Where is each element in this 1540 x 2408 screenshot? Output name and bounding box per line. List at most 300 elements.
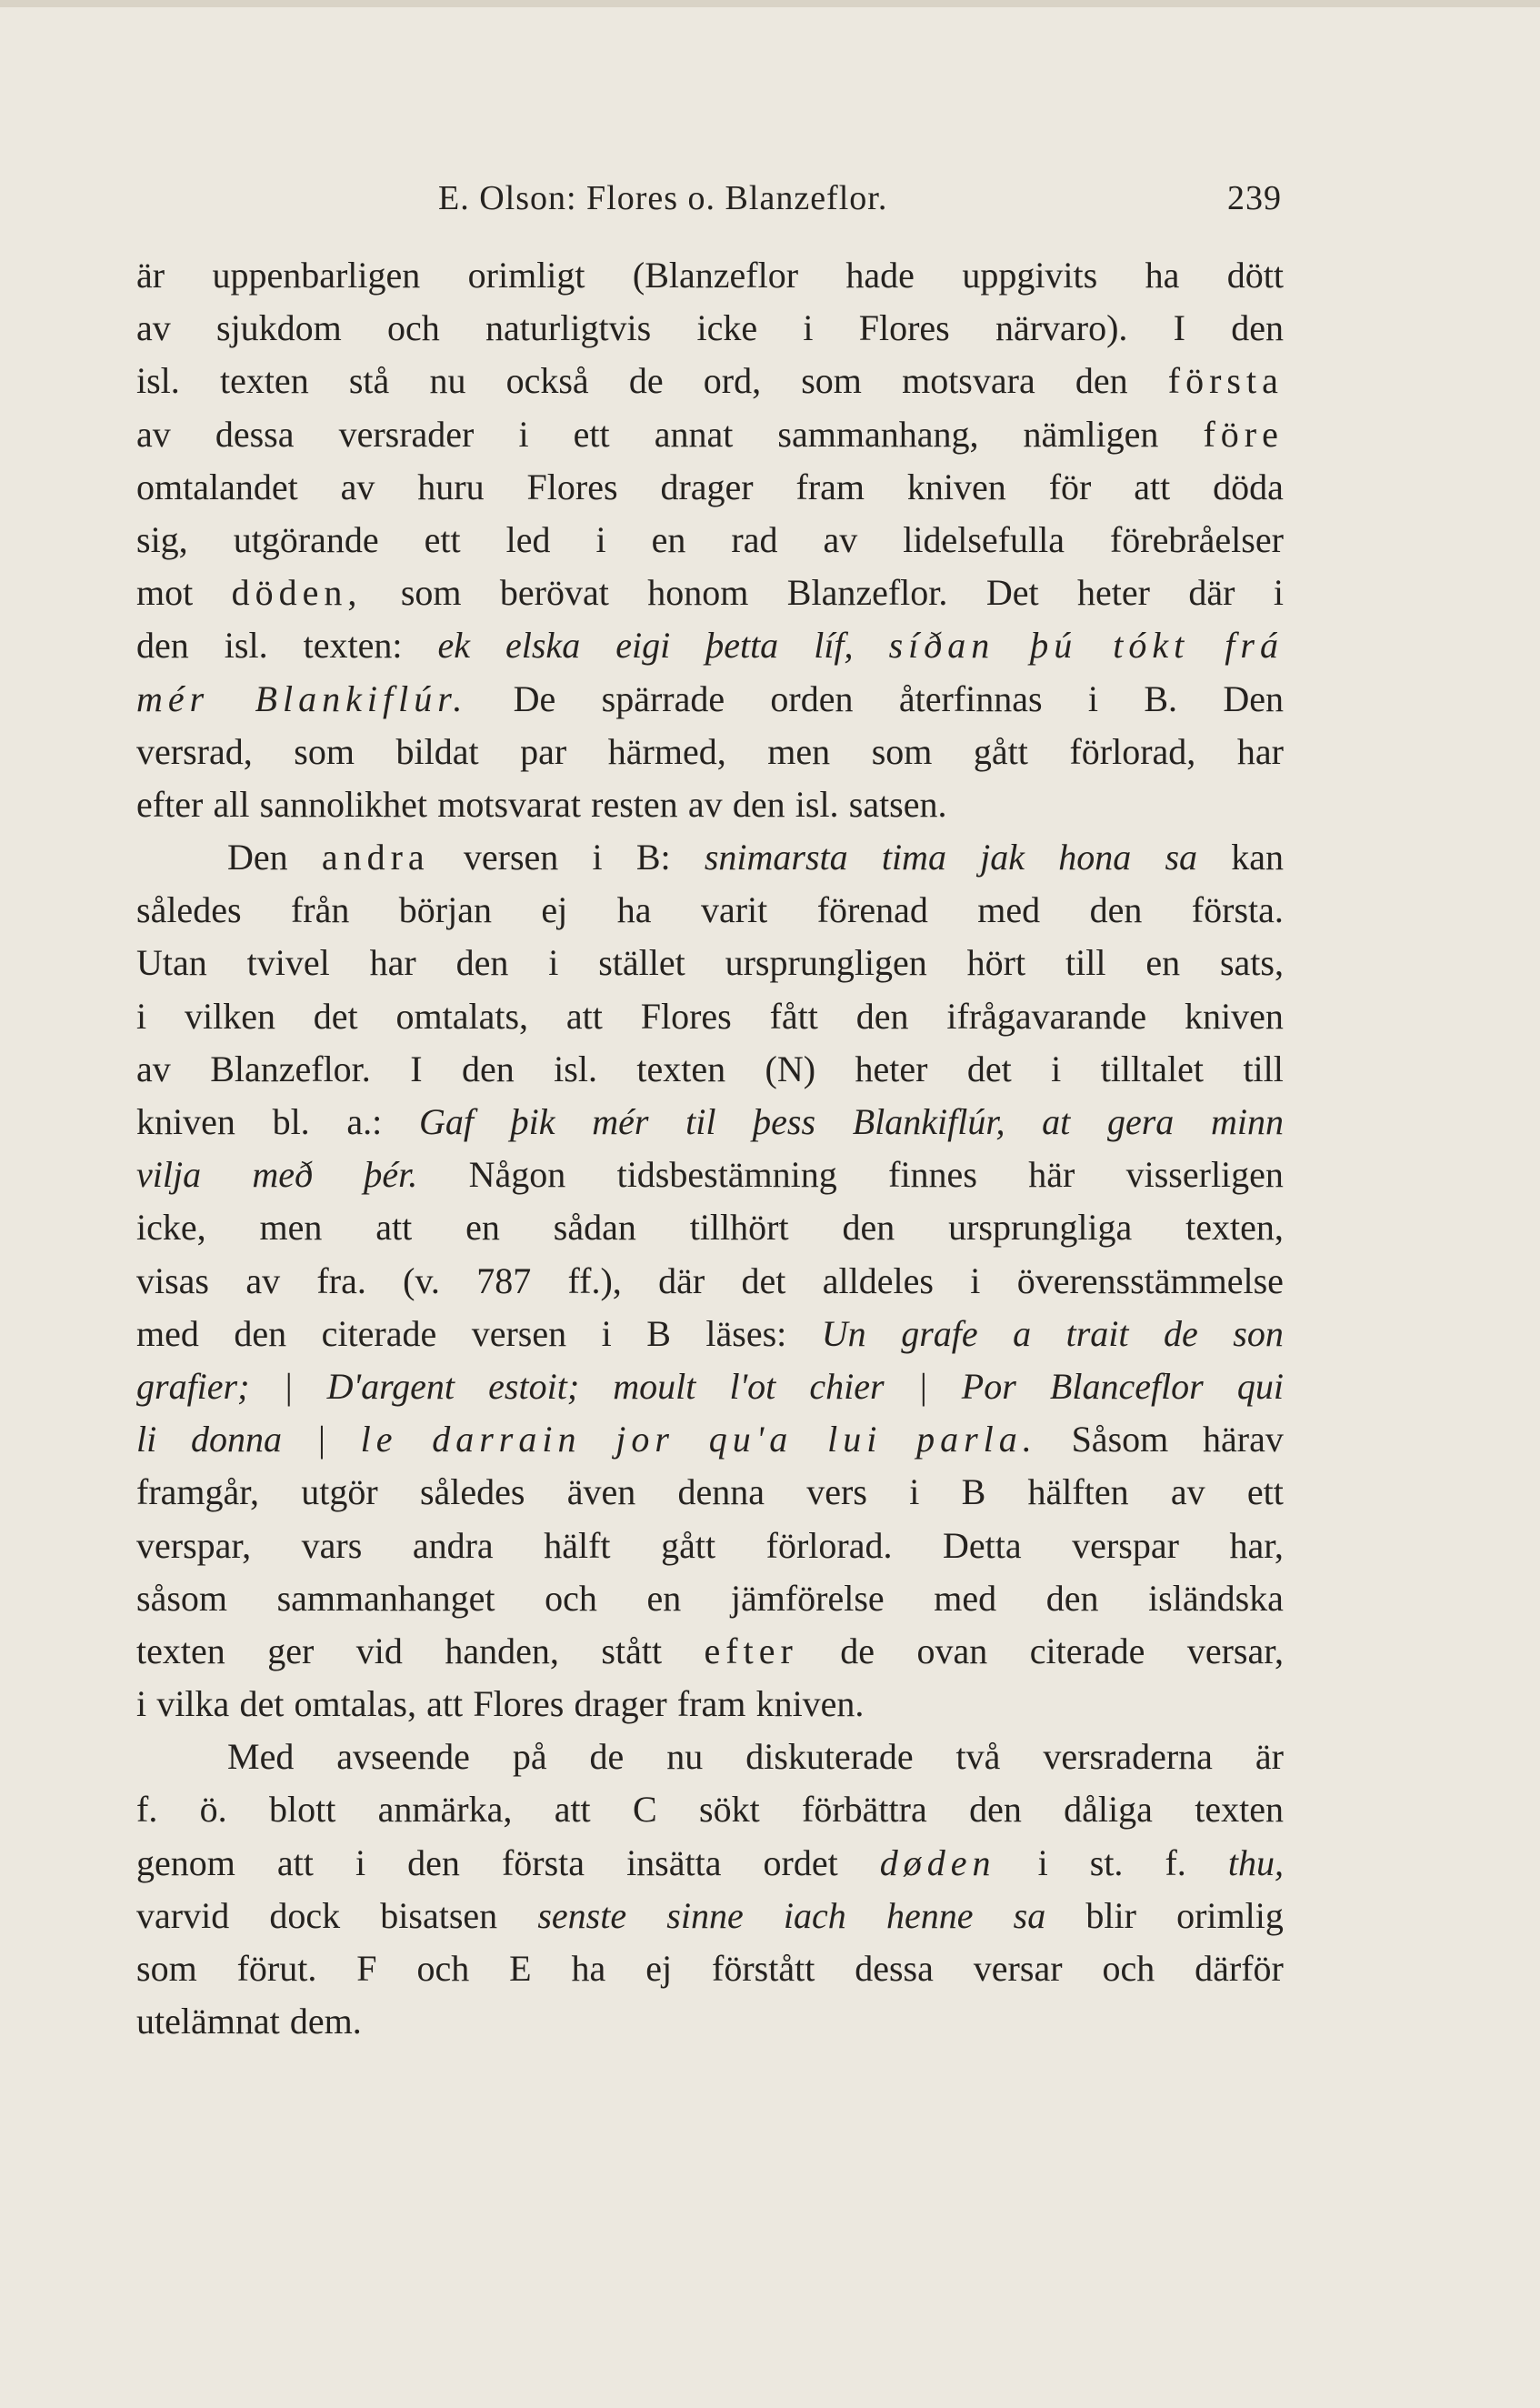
text-word: utgörande [233,518,379,560]
page-number: 239 [1227,179,1282,217]
text-word: den [842,1207,895,1249]
text-word: att [375,1207,413,1249]
text-word: att [276,1841,314,1883]
text-word: handen, [445,1630,559,1671]
text-word: ha [616,889,652,931]
text-line [136,1520,1284,1572]
text-word: överensstämmelse [1016,1259,1284,1301]
text-word: tilltalet [1100,1048,1205,1089]
text-word: den [461,1048,515,1089]
text-line [136,1043,1284,1096]
text-word: att [426,1683,464,1725]
text-word: til [685,1101,716,1142]
text-word: förbättra [802,1789,927,1831]
text-word: all [213,783,250,825]
text-word: I [1173,307,1185,349]
text-word: lidelsefulla [903,518,1065,560]
text-word: sjukdom [216,307,342,349]
text-word: citerade [321,1312,437,1354]
text-word: Blanzeflor. [210,1048,371,1089]
text-word: thu, [1227,1841,1284,1883]
text-word: första. [1191,889,1284,931]
text-word: huru [417,466,485,507]
text-word: andra [321,837,430,878]
text-word: förut. [236,1948,317,1989]
text-line [136,408,1284,461]
text-line [136,1837,1284,1890]
text-word: dåliga [1064,1789,1153,1831]
text-word: en [465,1207,500,1249]
text-word: Flores [473,1683,565,1725]
text-word: ursprungligen [725,942,927,984]
text-word: st. [1089,1841,1124,1883]
text-word: kniven. [755,1683,865,1725]
text-word: förlorad, [1069,730,1196,772]
text-word: heter [1076,572,1150,614]
text-line [136,619,1284,672]
text-word: omtalandet [136,466,298,507]
text-word: återfinnas [898,677,1043,719]
text-word: hona [1058,837,1132,878]
text-word: har, [1229,1524,1284,1566]
text-word: med [977,889,1041,931]
text-word: le [360,1419,398,1460]
text-word: i [803,307,814,349]
text-line [136,1096,1284,1149]
text-word: i [1037,1841,1048,1883]
text-word: donna [191,1419,283,1460]
text-word: denna [677,1471,765,1513]
text-word: l'ot [729,1365,776,1407]
text-word: Den [1223,677,1284,719]
text-word: Blankiflúr. [255,677,468,719]
text-word: på [512,1736,547,1778]
text-word: døden [879,1841,996,1883]
text-line [136,831,1284,884]
text-word: þik [510,1101,555,1142]
text-word: första [1167,360,1284,402]
text-word: och [416,1948,470,1989]
text-word: versar [973,1948,1063,1989]
text-word: den [969,1789,1022,1831]
text-word: hälft [544,1524,611,1566]
text-word: av [687,783,723,825]
text-word: lui [827,1419,883,1460]
text-word: þess [753,1101,816,1142]
text-word: nu [666,1736,704,1778]
text-word: ursprungliga [948,1207,1133,1249]
text-word: det [741,1259,786,1301]
text-word: här [1028,1154,1075,1196]
text-word: första [501,1841,585,1883]
text-word: kan [1231,837,1284,878]
text-word: dessa [855,1948,934,1989]
text-word: f. [1165,1841,1186,1883]
text-word: frá [1225,625,1284,667]
text-line [136,1308,1284,1360]
text-word: qu'a [708,1419,794,1460]
text-word: | [283,1365,294,1407]
text-word: ha [571,1948,606,1989]
text-word: rad [731,518,778,560]
text-word: har [369,942,416,984]
text-word: qui [1236,1365,1284,1407]
text-word: som [136,1948,197,1989]
text-line [136,1466,1284,1519]
text-word: i [595,518,606,560]
page-top-edge [0,0,1540,7]
text-word: nu [429,360,466,402]
text-line [136,1201,1284,1254]
text-line [136,990,1284,1043]
text-word: 787 [476,1259,532,1301]
text-word: D'argent [326,1365,455,1407]
text-word: moult [613,1365,696,1407]
text-word: ej [541,889,568,931]
text-word: ett [1246,1471,1284,1513]
text-word: honom [647,572,749,614]
text-word: fra. [316,1259,366,1301]
text-word: i [970,1259,981,1301]
text-word: som [801,360,862,402]
text-word: drager [660,466,754,507]
text-word: mot [136,572,194,614]
text-word: son [1233,1312,1284,1354]
text-line [136,461,1284,514]
text-word: blir [1085,1894,1136,1936]
text-word: a.: [346,1101,383,1142]
text-word: isl. [224,625,268,667]
text-word: hade [845,255,915,296]
text-word: versrad, [136,730,253,772]
text-word: i [1087,677,1098,719]
text-word: trait [1065,1312,1129,1354]
text-word: icke [696,307,758,349]
text-word: De [513,677,556,719]
text-word: ha [1145,255,1180,296]
text-word: sinne [666,1894,744,1936]
text-word: (N) [765,1048,816,1089]
text-word: har [1236,730,1284,772]
text-word: förlorad. [765,1524,893,1566]
text-word: att [554,1789,591,1831]
text-line [136,884,1284,937]
text-word: ek [437,625,470,667]
text-word: visas [136,1259,209,1301]
text-word: motsvarat [437,783,581,825]
text-word: och [1102,1948,1155,1989]
text-word: avseende [336,1736,470,1778]
text-word: två [955,1736,1001,1778]
text-word: genom [136,1841,235,1883]
text-word: uppenbarligen [212,255,421,296]
text-word: B. [1144,677,1177,719]
text-word: vars [301,1524,363,1566]
text-word: den [1231,307,1284,349]
text-line [136,1783,1284,1836]
text-word: Flores [858,307,950,349]
text-word: jak [980,837,1025,878]
text-word: som [294,730,355,772]
text-word: i [1273,572,1284,614]
text-word: av [136,307,171,349]
text-word: grafier; [136,1365,250,1407]
text-word: sats, [1219,942,1284,984]
text-word: Blanceflor [1049,1365,1204,1407]
text-word: framgår, [136,1471,259,1513]
text-word: stället [598,942,685,984]
text-word: Gaf [418,1101,474,1142]
text-word: förstått [712,1948,815,1989]
text-word: texten: [303,625,403,667]
text-word: sannolikhet [259,783,428,825]
text-word: fram [795,466,865,507]
text-line [136,673,1284,726]
text-word: tillhört [689,1207,789,1249]
text-word: sammanhang, [777,413,979,455]
text-word: av [1170,1471,1205,1513]
text-word: vilka [156,1683,230,1725]
text-word: | [315,1419,326,1460]
text-word: gått [973,730,1028,772]
text-line [136,355,1284,407]
text-word: síðan [888,625,995,667]
text-line [136,249,1284,302]
text-line [136,1942,1284,1995]
text-word: B [961,1471,986,1513]
text-word: men [767,730,831,772]
text-word: mér [136,677,210,719]
text-word: versrader [338,413,475,455]
text-word: den [234,1312,287,1354]
text-line [136,1572,1284,1625]
text-word: (v. [403,1259,440,1301]
text-word: texten [1195,1789,1284,1831]
text-word: sig, [136,518,188,560]
text-word: led [505,518,551,560]
text-word: | [917,1365,928,1407]
text-line [136,1360,1284,1413]
text-word: till [1243,1048,1284,1089]
text-word: till [1065,942,1106,984]
text-word: sådan [553,1207,636,1249]
text-word: fått [769,995,818,1037]
text-word: E [509,1948,532,1989]
text-word: härmed, [607,730,726,772]
text-line [136,1890,1284,1942]
text-word: isl. [554,1048,597,1089]
text-word: parla. [916,1419,1037,1460]
text-word: i [601,1312,612,1354]
text-word: naturligtvis [485,307,652,349]
text-word: varvid [136,1894,230,1936]
text-word: från [290,889,350,931]
text-word: där [1188,572,1235,614]
text-word: alldeles [822,1259,934,1301]
text-word: i [592,837,603,878]
text-word: satsen. [848,783,947,825]
text-word: förenad [816,889,928,931]
text-line [136,1255,1284,1308]
text-word: stå [348,360,390,402]
text-word: texten [636,1048,726,1089]
text-word: darrain [432,1419,582,1460]
text-word: är [1255,1736,1284,1778]
text-word: att [565,995,603,1037]
text-word: I [410,1048,423,1089]
text-word: i [909,1471,920,1513]
text-word: av [136,1048,171,1089]
text-word: sa [1013,1894,1046,1936]
text-word: ordet [763,1841,838,1883]
text-word: versen [463,837,559,878]
text-word: i [355,1841,366,1883]
text-word: i [1051,1048,1062,1089]
text-word: omtalats, [395,995,529,1037]
text-word: bildat [395,730,479,772]
text-word: blott [268,1789,336,1831]
text-word: efter [704,1630,798,1671]
text-word: och [545,1577,597,1619]
text-word: grafe [901,1312,978,1354]
text-word: ett [573,413,610,455]
text-word: isl. [795,783,839,825]
text-word: även [566,1471,636,1513]
text-word: nämligen [1023,413,1159,455]
text-word: resten [591,783,678,825]
text-word: början [398,889,492,931]
text-word: spärrade [601,677,725,719]
text-word: C [633,1789,657,1831]
text-word: icke, [136,1207,206,1249]
text-word: den [1045,1577,1099,1619]
text-word: visserligen [1125,1154,1284,1196]
text-word: gera [1106,1101,1175,1142]
text-word: sammanhanget [276,1577,495,1619]
text-word: ifrågavarande [946,995,1147,1037]
text-word: av [823,518,858,560]
text-word: andra [412,1524,494,1566]
text-word: orimlig [1176,1894,1284,1936]
text-word: Såsom [1071,1419,1169,1460]
text-word: þér. [364,1154,418,1196]
text-word: berövat [499,572,609,614]
running-title: E. Olson: Flores o. Blanzeflor. [438,179,888,217]
text-word: med [934,1577,997,1619]
text-word: dem. [289,2001,362,2042]
text-word: dock [269,1894,341,1936]
text-word: þú [1030,625,1078,667]
text-word: kniven [1185,995,1284,1037]
text-word: Detta [943,1524,1022,1566]
text-word: li [136,1419,157,1460]
text-word: Flores [640,995,732,1037]
body-text [136,249,1284,2048]
text-word: således [419,1471,525,1513]
text-word: F [356,1948,377,1989]
text-word: snimarsta [704,837,848,878]
text-word: minn [1211,1101,1284,1142]
text-word: vilken [184,995,275,1037]
text-word: Någon [468,1154,566,1196]
text-word: annat [654,413,734,455]
text-word: med [136,1312,199,1354]
text-word: hälften [1027,1471,1129,1513]
text-line [136,726,1284,778]
text-word: det [239,1683,285,1725]
text-word: som [871,730,933,772]
text-word: den [1089,889,1143,931]
text-word: chier [809,1365,885,1407]
text-line [136,1678,1284,1731]
text-word: texten [136,1630,225,1671]
text-line [136,514,1284,567]
text-word: kniven [906,466,1006,507]
text-word: läses: [705,1312,787,1354]
text-word: motsvara [902,360,1035,402]
text-word: B: [635,837,671,878]
text-word: versar, [1186,1630,1284,1671]
text-word: verspar [1072,1524,1179,1566]
text-word: är [136,255,165,296]
text-word: ord, [703,360,762,402]
text-word: tima [881,837,946,878]
text-line [136,1731,1284,1783]
text-word: B [646,1312,671,1354]
text-word: varit [700,889,768,931]
text-word: tidsbestämning [616,1154,837,1196]
text-word: utelämnat [136,2001,280,2042]
text-word: mér [592,1101,649,1142]
text-word: omtalas, [294,1683,416,1725]
text-word: með [252,1154,314,1196]
text-word: Det [985,572,1039,614]
text-word: som [400,572,462,614]
text-word: anmärka, [377,1789,513,1831]
text-word: den [732,783,785,825]
text-word: a [1013,1312,1032,1354]
text-word: den [407,1841,460,1883]
text-word: texten [219,360,309,402]
text-word: i [518,413,529,455]
text-word: f. [136,1789,158,1831]
text-word: en [651,518,686,560]
text-word: av [245,1259,281,1301]
text-word: i [548,942,559,984]
text-word: den [136,625,189,667]
text-word: versraderna [1043,1736,1213,1778]
text-word: eigi [615,625,671,667]
text-word: insätta [626,1841,722,1883]
text-word: ej [645,1948,673,1989]
text-word: av [340,466,375,507]
text-word: isl. [136,360,180,402]
text-word: par [520,730,567,772]
text-word: härav [1203,1419,1284,1460]
text-word: hört [966,942,1026,984]
text-word: iach [783,1894,846,1936]
text-word: (Blanzeflor [632,255,799,296]
text-word: henne [885,1894,974,1936]
text-word: också [505,360,589,402]
text-word: tvivel [246,942,330,984]
text-word: de [589,1736,625,1778]
text-line [136,1995,1284,2048]
text-word: de [1164,1312,1198,1354]
text-line [136,567,1284,619]
text-word: de [628,360,664,402]
text-word: där [658,1259,705,1301]
